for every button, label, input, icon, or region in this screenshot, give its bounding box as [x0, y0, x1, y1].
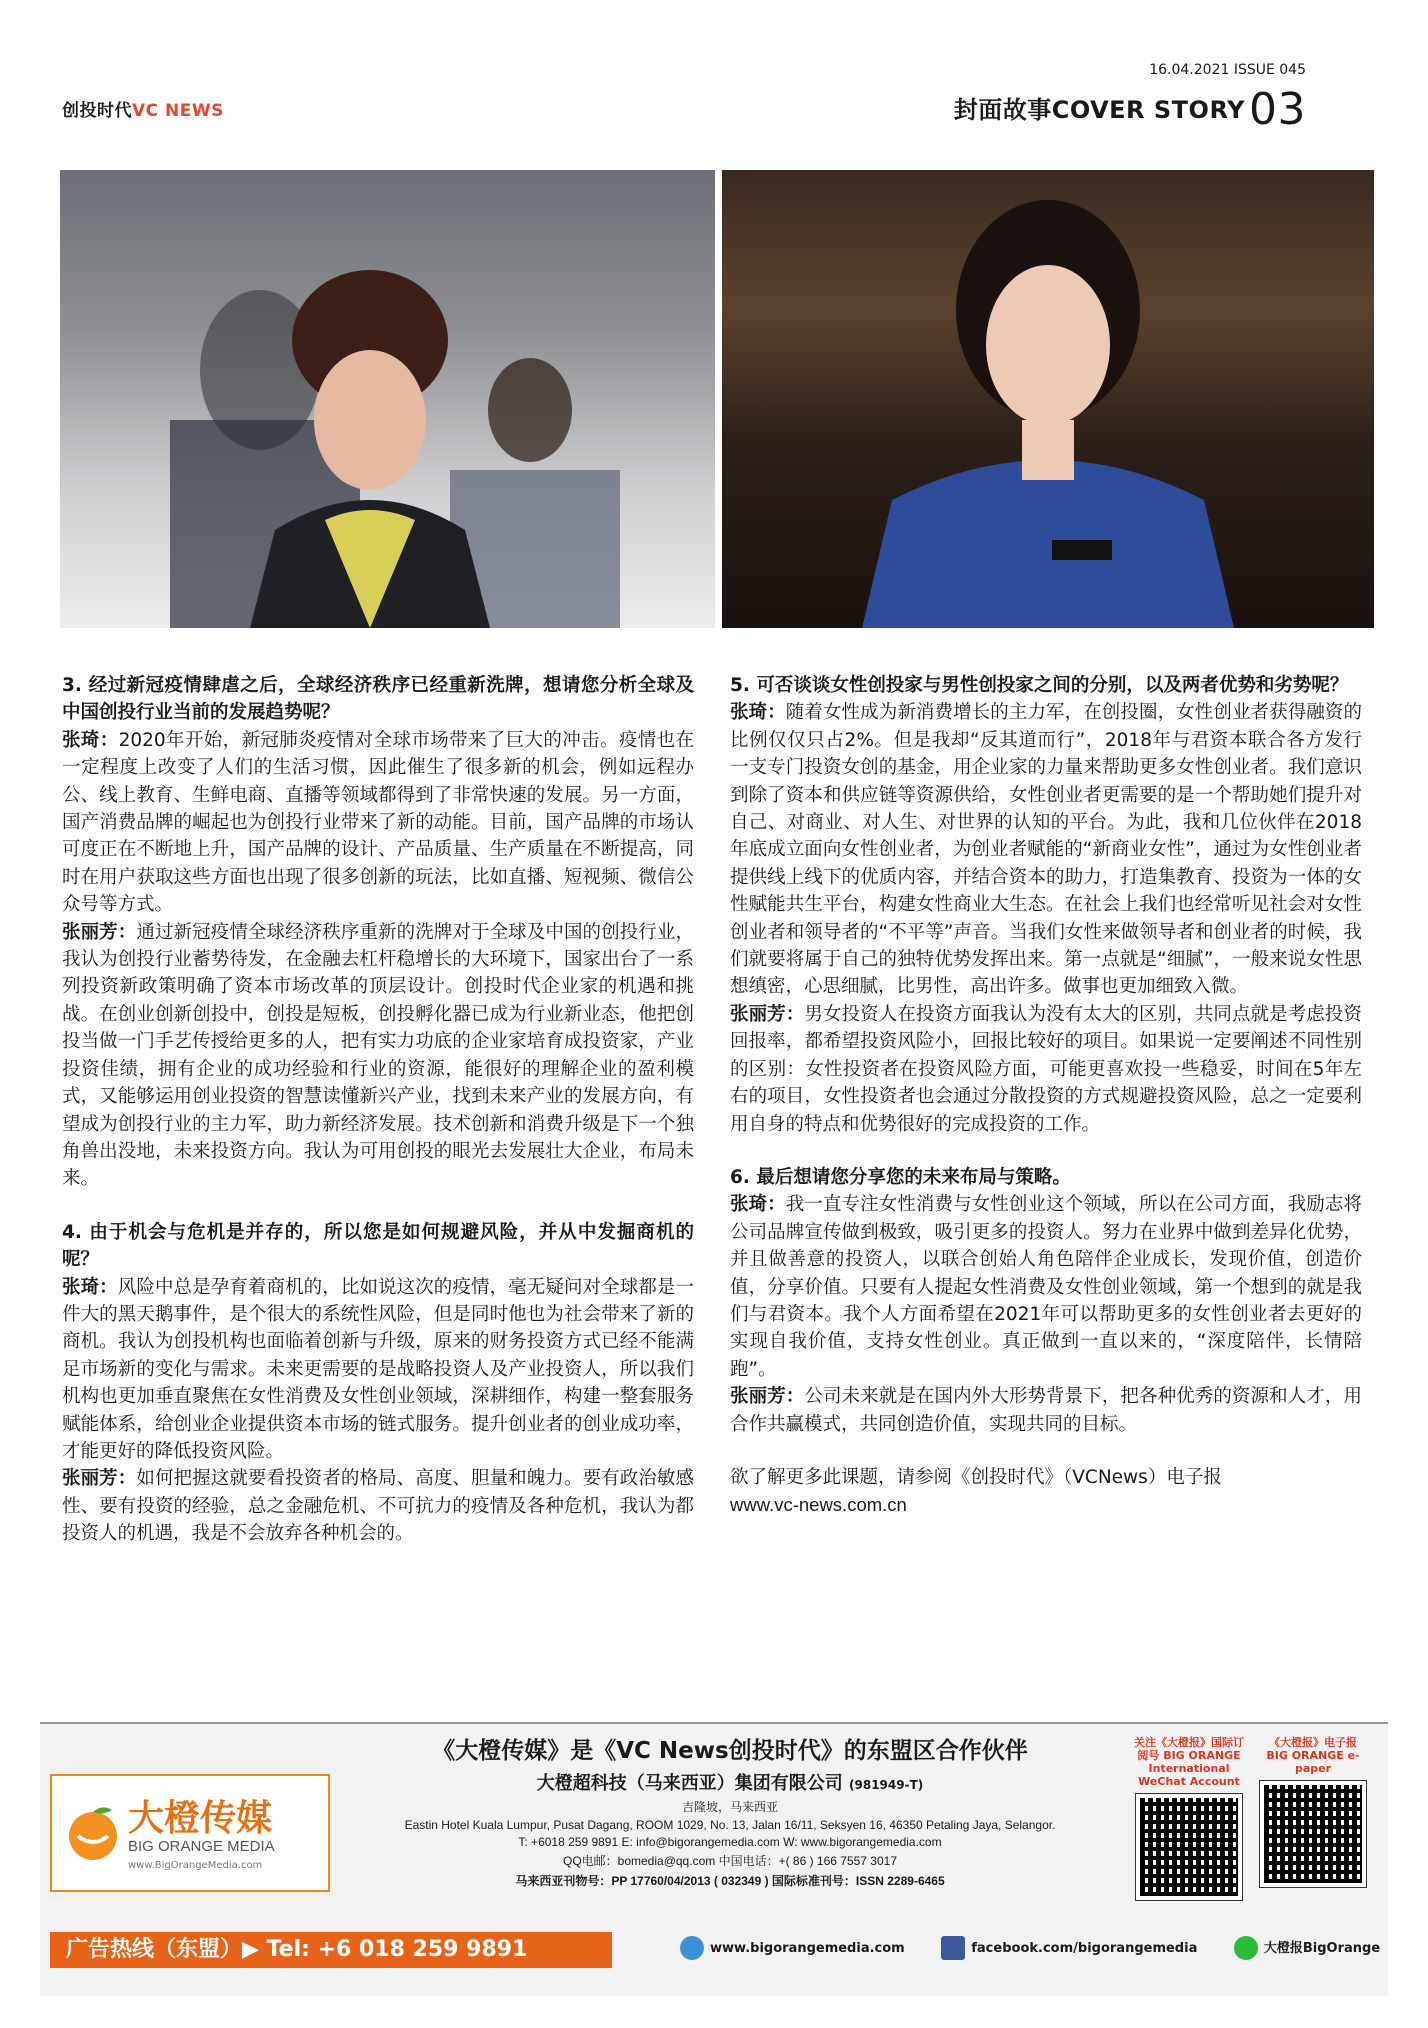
qr-wechat	[1134, 1736, 1244, 1900]
ad-address: Eastin Hotel Kuala Lumpur, Pusat Dagang, ROOM 1029, No. 13, Jalan 16/11, Seksyen 16, 46350 Petaling Jaya, Selangor.	[404, 1818, 1056, 1832]
ad-hotline: 广告热线（东盟）▶ Tel: +6 018 259 9891	[50, 1932, 612, 1968]
paragraph-gap	[62, 1193, 694, 1219]
ad-details	[340, 1732, 1120, 1889]
ad-permit: 马来西亚刊物号：PP 17760/04/2013 ( 032349 ) 国际标准刊号：ISSN 2289-6465	[515, 1874, 945, 1888]
answer-zhanglifang-q5	[730, 1001, 1362, 1138]
answer-text: 男女投资人在投资方面我认为没有太大的区别，共同点就是考虑投资回报率，都希望投资风险小，回报比较好的项目。如果说一定要阐述不同性别的区别：女性投资者在投资风险方面，可能更喜欢投一些稳妥，时间在5年左右的项目，女性投资者也会通过分散投资的方式规避投资风险，总之一定要利用自身的特点和优势很好的完成投资的工作。	[730, 1003, 1362, 1135]
photo-left	[60, 170, 715, 628]
question-3: 3. 经过新冠疫情肆虐之后，全球经济秩序已经重新洗牌，想请您分析全球及中国创投行业当前的发展趋势呢？	[62, 675, 694, 724]
answer-zhangqi-q3	[62, 727, 694, 919]
more-info-link[interactable]: www.vc-news.com.cn	[730, 1494, 907, 1516]
answer-text: 随着女性成为新消费增长的主力军，在创投圈，女性创业者获得融资的比例仅仅只占2%。但是我却“反其道而行”，2018年与君资本联合各方发行一支专门投资女创的基金，用企业家的力量来帮助更多女性创业者。我们意识到除了资本和供应链等资源供给，女性创业者更需要的是一个帮助她们提升对自己、对商业、对人生、对世界的认知的平台。为此，我和几位伙伴在2018年底成立面向女性创业者，为创业者赋能的“新商业女性”，通过为女性创业者提供线上线下的优质内容，并结合资本的助力，打造集教育、投资为一体的女性赋能共生平台，构建女性商业大生态。在社会上我们也经常听见社会对女性创业者和领导者的“不平等”声音。当我们女性来做领导者和创业者的时候，我们就要将属于自己的独特优势发挥出来。第一点就是“细腻”，一般来说女性思想缜密，心思细腻，比男性，高出许多。做事也更加细致入微。	[730, 702, 1362, 998]
wechat-link-text: 大橙报BigOrange	[1263, 1940, 1381, 1956]
issue-date: 16.04.2021 ISSUE 045	[1149, 62, 1306, 78]
globe-icon	[680, 1936, 704, 1960]
answer-text: 如何把握这就要看投资者的格局、高度、胆量和魄力。要有政治敏感性、要有投资的经验，总之金融危机、不可抗力的疫情及各种危机，我认为都投资人的机遇，我是不会放弃各种机会的。	[62, 1468, 694, 1545]
facebook-link[interactable]	[941, 1941, 1197, 1956]
ad-headline: 《大橙传媒》是《VC News创投时代》的东盟区合作伙伴	[432, 1738, 1028, 1764]
publication-name: 创投时代	[62, 101, 132, 121]
facebook-icon	[941, 1936, 965, 1960]
qr-code-icon	[1136, 1794, 1242, 1900]
partner-advertisement	[40, 1722, 1388, 1996]
article-column-left	[62, 672, 694, 1548]
section-label: 封面故事COVER STORY	[953, 96, 1245, 124]
speaker-label: 张丽芳：	[62, 921, 137, 943]
ad-contact: T: +6018 259 9891 E: info@bigorangemedia.com W: www.bigorangemedia.com	[518, 1835, 942, 1849]
section-title	[954, 84, 1306, 135]
page-number: 03	[1249, 84, 1306, 135]
ad-qq: QQ电邮：bomedia@qq.com 中国电话：+( 86 ) 166 7557 3017	[563, 1854, 897, 1868]
question-4: 4. 由于机会与危机是并存的，所以您是如何规避风险，并从中发掘商机的呢？	[62, 1221, 694, 1271]
photo-right	[722, 170, 1374, 628]
logo-english: BIG ORANGE MEDIA	[128, 1838, 275, 1855]
ad-links	[680, 1936, 1412, 1960]
big-orange-logo	[50, 1774, 330, 1892]
answer-zhangqi-q5	[730, 699, 1362, 1000]
speaker-label: 张琦：	[62, 729, 119, 751]
company-reg: (981949-T)	[849, 1778, 924, 1792]
answer-zhanglifang-q4	[62, 1465, 694, 1547]
facebook-link-text: facebook.com/bigorangemedia	[971, 1940, 1198, 1956]
paragraph-gap	[730, 1138, 1362, 1164]
publication-brand: VC NEWS	[132, 101, 224, 121]
qr-epaper	[1258, 1736, 1368, 1887]
speaker-label: 张琦：	[730, 702, 786, 724]
web-link[interactable]	[680, 1941, 905, 1956]
question-6: 6. 最后想请您分享您的未来布局与策略。	[730, 1166, 1071, 1188]
article-column-right	[730, 672, 1362, 1519]
qr-epaper-label: 《大橙报》电子报 BIG ORANGE e-paper	[1266, 1736, 1360, 1775]
logo-website: www.BigOrangeMedia.com	[128, 1860, 263, 1871]
ad-company	[340, 1769, 1120, 1795]
speaker-label: 张琦：	[730, 1194, 786, 1216]
ad-city: 吉隆坡，马来西亚	[681, 1800, 778, 1814]
photo-left-illustration	[60, 170, 715, 628]
paragraph-gap	[730, 1438, 1362, 1464]
answer-text: 2020年开始，新冠肺炎疫情对全球市场带来了巨大的冲击。疫情也在一定程度上改变了人们的生活习惯，因此催生了很多新的机会，例如远程办公、线上教育、生鲜电商、直播等领域都得到了非常快速的发展。另一方面，国产消费品牌的崛起也为创投行业带来了新的动能。目前，国产品牌的市场认可度正在不断地上升，国产品牌的设计、产品质量、生产质量在不断提高，同时在用户获取这些方面也出现了很多创新的玩法，比如直播、短视频、微信公众号等方式。	[62, 729, 694, 916]
orange-icon	[62, 1802, 124, 1864]
running-header-left	[62, 96, 224, 121]
answer-text: 通过新冠疫情全球经济秩序重新的洗牌对于全球及中国的创投行业，我认为创投行业蓄势待发，在金融去杠杆稳增长的大环境下，国家出台了一系列投资新政策明确了资本市场改革的顶层设计。创投时代企业家的机遇和挑战。在创业创新创投中，创投是短板，创投孵化器已成为行业新业态，他把创投当做一门手艺传授给更多的人，把有实力功底的企业家培育成投资家，产业投资佳绩，拥有企业的成功经验和行业的资源，能很好的理解企业的盈利模式，又能够运用创业投资的智慧读懂新兴产业，找到未来产业的发展方向，有望成为创投行业的主力军，助力新经济发展。技术创新和消费升级是下一个独角兽出没地，未来投资方向。我认为可用创投的眼光去发展壮大企业，布局未来。	[62, 921, 694, 1190]
qr-wechat-label: 关注《大橙报》国际订阅号 BIG ORANGE International WeChat Account	[1134, 1736, 1244, 1788]
speaker-label: 张丽芳：	[62, 1468, 137, 1490]
web-link-text: www.bigorangemedia.com	[710, 1940, 905, 1956]
speaker-label: 张琦：	[62, 1276, 118, 1298]
qr-code-icon	[1260, 1781, 1366, 1887]
answer-zhanglifang-q3	[62, 919, 694, 1193]
answer-text: 我一直专注女性消费与女性创业这个领域，所以在公司方面，我励志将公司品牌宣传做到极致，吸引更多的投资人。努力在业界中做到差异化优势，并且做善意的投资人，以联合创始人角色陪伴企业成长，发现价值，创造价值，分享价值。只要有人提起女性消费及女性创业领域，第一个想到的就是我们与君资本。我个人方面希望在2021年可以帮助更多的女性创业者去更好的实现自我价值，支持女性创业。真正做到一直以来的，“深度陪伴，长情陪跑”。	[730, 1194, 1362, 1380]
speaker-label: 张丽芳：	[730, 1386, 805, 1408]
answer-text: 公司未来就是在国内外大形势背景下，把各种优秀的资源和人才，用合作共赢模式，共同创造价值，实现共同的目标。	[730, 1386, 1362, 1435]
question-5: 5. 可否谈谈女性创投家与男性创投家之间的分别，以及两者优势和劣势呢？	[730, 675, 1349, 696]
more-info-text: 欲了解更多此课题，请参阅《创投时代》（VCNews）电子报	[730, 1466, 1222, 1488]
answer-zhanglifang-q6	[730, 1383, 1362, 1438]
speaker-label: 张丽芳：	[730, 1003, 805, 1025]
wechat-link[interactable]	[1234, 1941, 1380, 1956]
wechat-icon	[1234, 1936, 1258, 1960]
answer-zhangqi-q4	[62, 1274, 694, 1466]
logo-chinese: 大橙传媒	[128, 1798, 273, 1839]
answer-text: 风险中总是孕育着商机的，比如说这次的疫情，毫无疑问对全球都是一件大的黑天鹅事件，是个很大的系统性风险，但是同时他也为社会带来了新的商机。我认为创投机构也面临着创新与升级，原来的财务投资方式已经不能满足市场新的变化与需求。未来更需要的是战略投资人及产业投资人，所以我们机构也更加垂直聚焦在女性消费及女性创业领域，深耕细作，构建一整套服务赋能体系，给创业企业提供资本市场的链式服务。提升创业者的创业成功率，才能更好的降低投资风险。	[62, 1276, 694, 1462]
photo-right-illustration	[722, 170, 1374, 628]
answer-zhangqi-q6	[730, 1191, 1362, 1383]
company-name: 大橙超科技（马来西亚）集团有限公司	[536, 1773, 843, 1794]
